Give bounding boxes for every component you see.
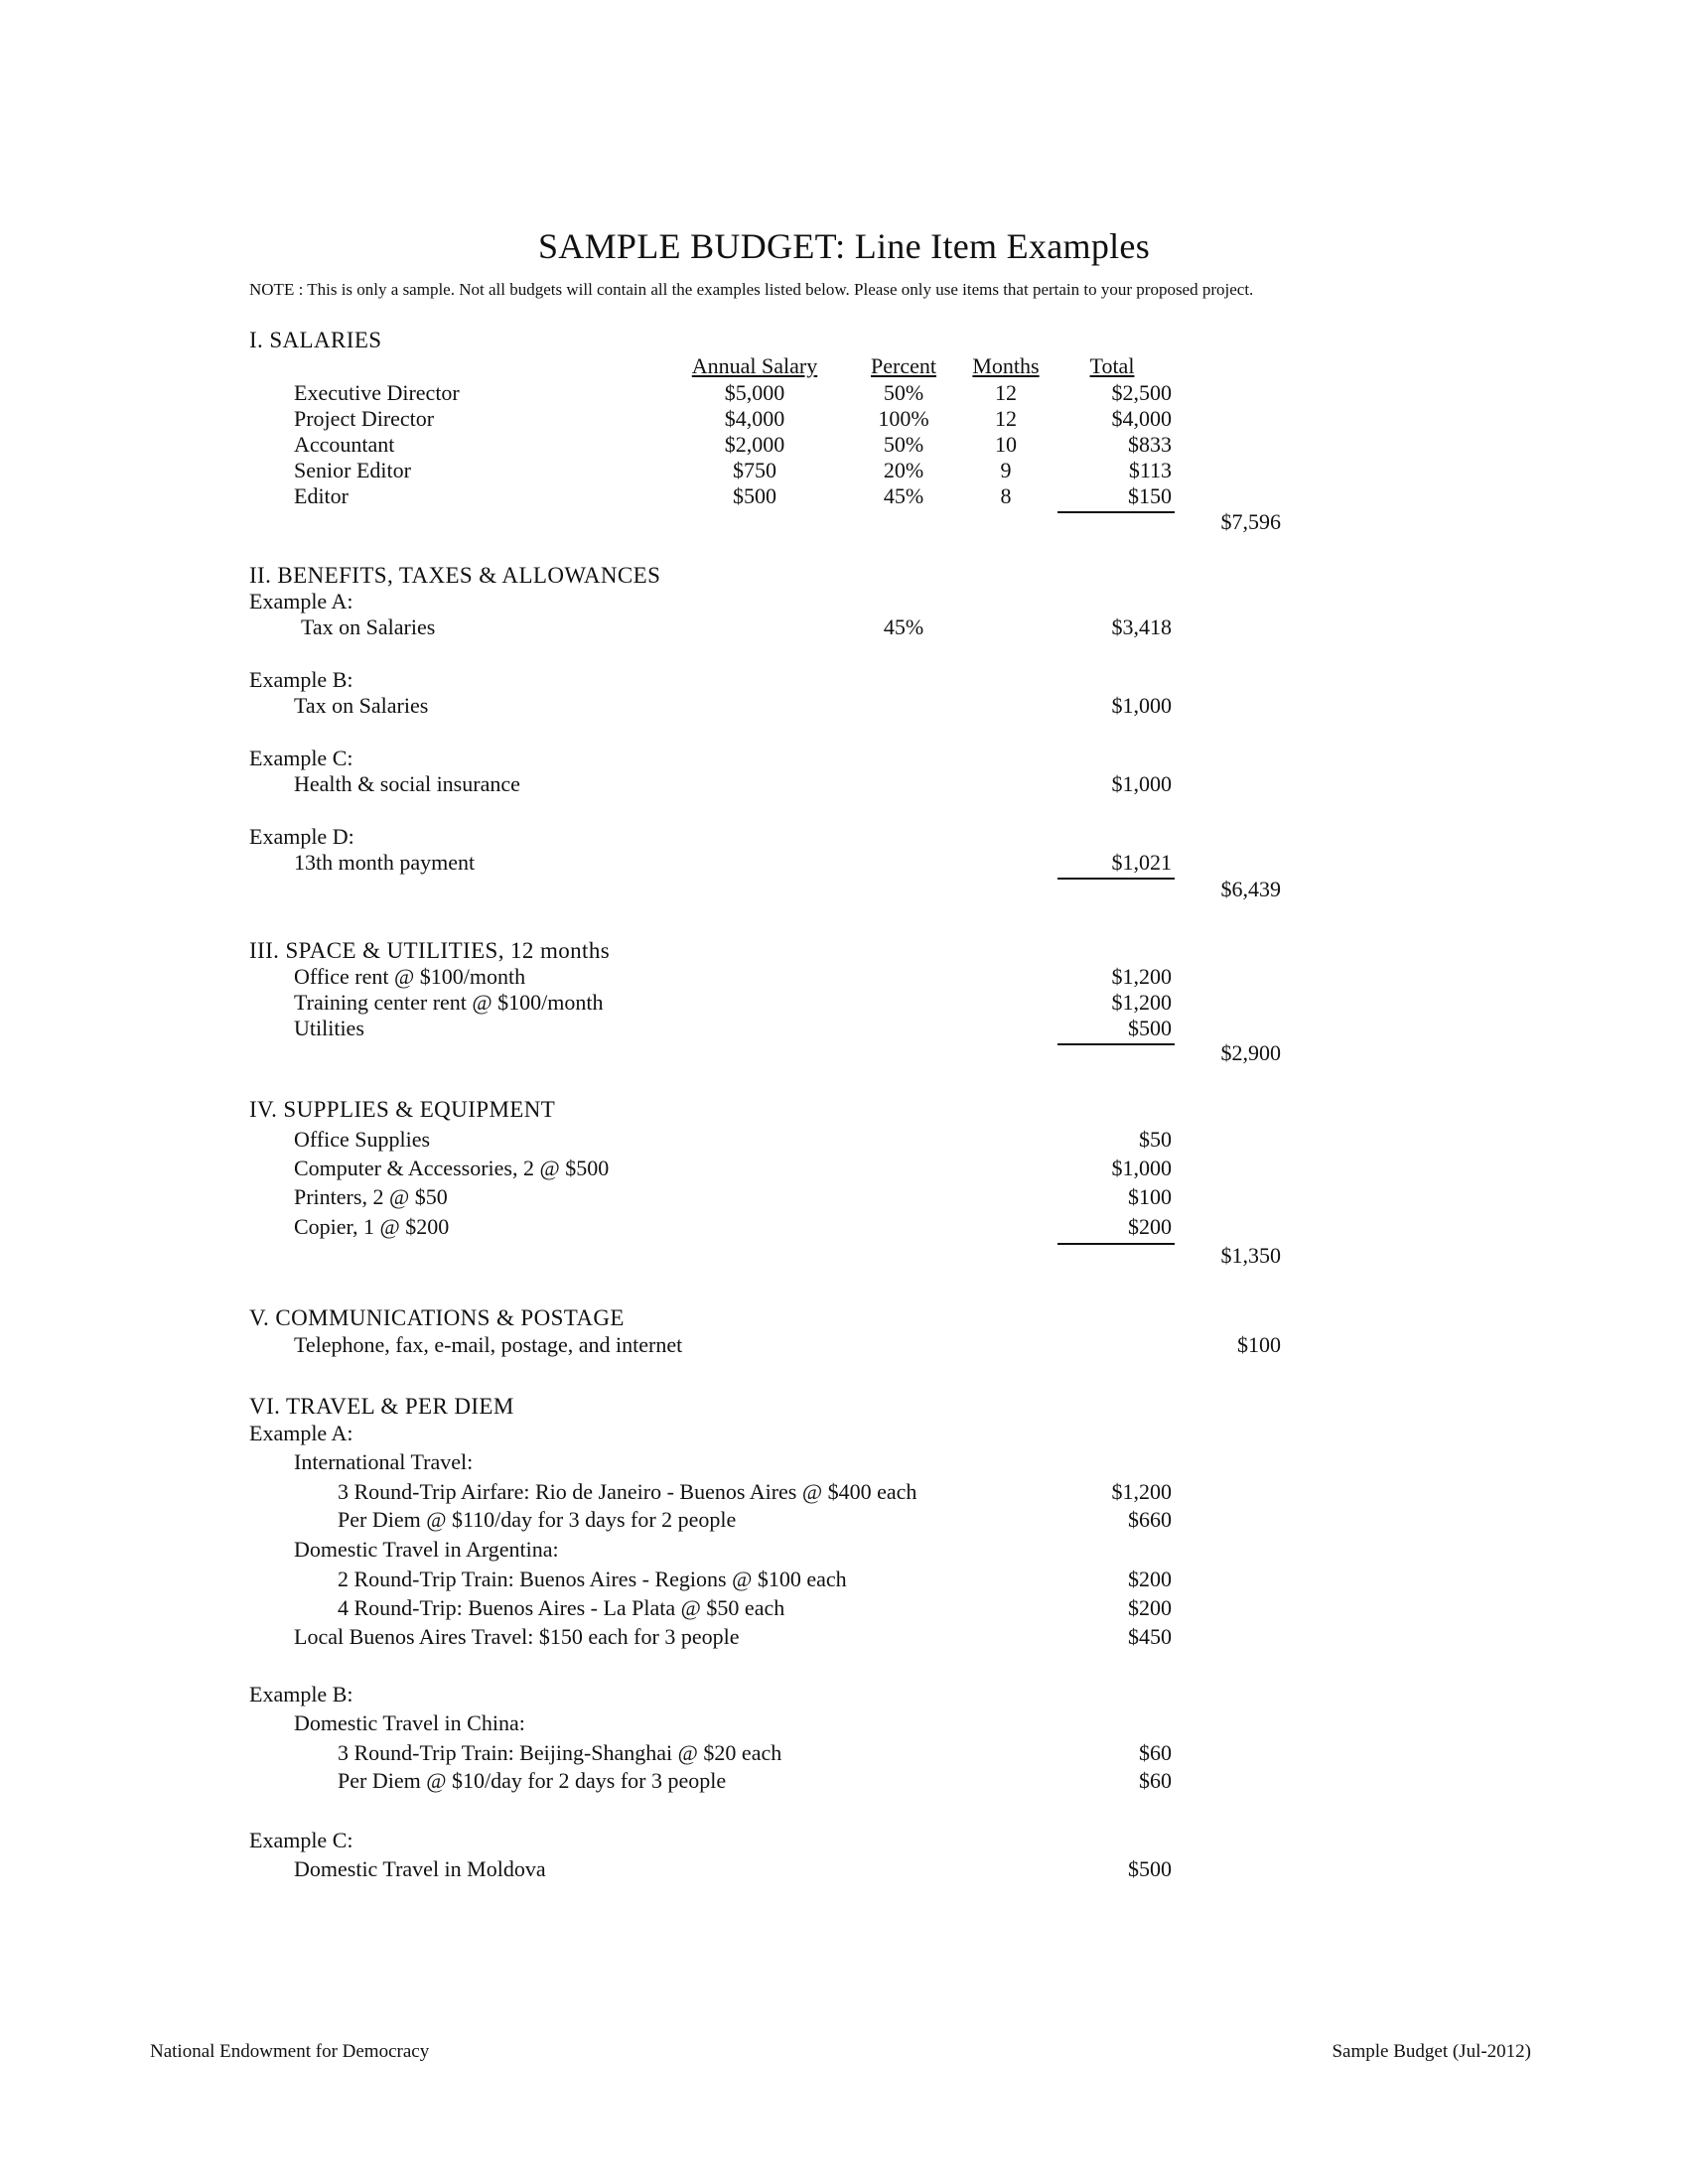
line-item-name: 3 Round-Trip Train: Beijing-Shanghai @ $20 each	[338, 1740, 782, 1765]
section-subtotal: $1,350	[1220, 1243, 1281, 1268]
line-item-amount: $1,021	[1111, 850, 1172, 875]
sub-heading: International Travel:	[294, 1449, 474, 1474]
line-item-amount: $60	[1139, 1768, 1172, 1793]
salary-row-total: $833	[1128, 432, 1172, 457]
salary-row-total: $150	[1128, 483, 1172, 508]
salary-row-name: Editor	[294, 483, 349, 508]
total-rule	[1057, 878, 1175, 880]
line-item-amount: $200	[1128, 1214, 1172, 1239]
salary-row-percent: 20%	[883, 458, 924, 482]
salary-row-months: 10	[995, 432, 1017, 457]
example-label: Example B:	[249, 667, 353, 692]
page-title: SAMPLE BUDGET: Line Item Examples	[537, 226, 1151, 266]
sub-heading: Domestic Travel in Argentina:	[294, 1537, 559, 1562]
section-heading-benefits: II. BENEFITS, TAXES & ALLOWANCES	[249, 563, 661, 588]
salary-row-percent: 100%	[878, 406, 929, 431]
salary-row-annual: $4,000	[724, 406, 785, 431]
salary-row-months: 8	[1000, 483, 1012, 508]
section-heading-supplies: IV. SUPPLIES & EQUIPMENT	[249, 1097, 556, 1122]
line-item-percent: 45%	[883, 614, 924, 639]
example-label: Example B:	[249, 1682, 353, 1706]
column-header-percent: Percent	[871, 353, 936, 378]
note-text: NOTE : This is only a sample. Not all budgets will contain all the examples listed below. Please only use items that pertain to your proposed project.	[249, 280, 1254, 299]
line-item-name: 2 Round-Trip Train: Buenos Aires - Regions @ $100 each	[338, 1567, 847, 1591]
line-item-amount: $1,200	[1111, 964, 1172, 989]
line-item-amount: $1,200	[1111, 1479, 1172, 1504]
line-item-amount: $500	[1128, 1856, 1172, 1881]
line-item-name: Training center rent @ $100/month	[294, 990, 604, 1015]
line-item-amount: $50	[1139, 1127, 1172, 1152]
line-item-amount: $100	[1128, 1184, 1172, 1209]
example-label: Example C:	[249, 1828, 353, 1852]
column-header-total: Total	[1089, 353, 1135, 378]
salary-row-months: 9	[1000, 458, 1012, 482]
column-header-months: Months	[972, 353, 1040, 378]
section-subtotal: $100	[1237, 1332, 1281, 1357]
section-heading-space: III. SPACE & UTILITIES, 12 months	[249, 938, 611, 963]
line-item-amount: $1,000	[1111, 1156, 1172, 1180]
line-item-amount: $3,418	[1111, 614, 1172, 639]
line-item-name: Tax on Salaries	[294, 693, 429, 718]
line-item-amount: $500	[1128, 1016, 1172, 1040]
line-item-amount: $450	[1128, 1624, 1172, 1649]
salary-row-annual: $500	[733, 483, 776, 508]
total-rule	[1057, 511, 1175, 513]
example-label: Example C:	[249, 746, 353, 770]
line-item-name: Local Buenos Aires Travel: $150 each for 3 people	[294, 1624, 740, 1649]
line-item-name: Utilities	[294, 1016, 364, 1040]
total-rule	[1057, 1043, 1175, 1045]
salary-row-total: $113	[1128, 458, 1172, 482]
line-item-amount: $200	[1128, 1595, 1172, 1620]
line-item-amount: $60	[1139, 1740, 1172, 1765]
column-header-annual-salary: Annual Salary	[691, 353, 818, 378]
line-item-amount: $660	[1128, 1507, 1172, 1532]
salary-row-percent: 45%	[883, 483, 924, 508]
line-item-amount: $1,200	[1111, 990, 1172, 1015]
salary-row-name: Project Director	[294, 406, 435, 431]
line-item-amount: $200	[1128, 1567, 1172, 1591]
total-rule	[1057, 1243, 1175, 1245]
salary-row-name: Senior Editor	[294, 458, 411, 482]
line-item-amount: $1,000	[1111, 693, 1172, 718]
line-item-name: Tax on Salaries	[301, 614, 436, 639]
line-item-name: Printers, 2 @ $50	[294, 1184, 448, 1209]
line-item-name: Telephone, fax, e-mail, postage, and internet	[294, 1332, 683, 1357]
line-item-name: Health & social insurance	[294, 771, 520, 796]
example-label: Example A:	[249, 1421, 353, 1445]
line-item-name: Domestic Travel in Moldova	[294, 1856, 546, 1881]
salary-row-percent: 50%	[883, 380, 924, 405]
line-item-name: Office Supplies	[294, 1127, 431, 1152]
section-subtotal: $2,900	[1220, 1040, 1281, 1065]
example-label: Example D:	[249, 824, 354, 849]
sub-heading: Domestic Travel in China:	[294, 1710, 525, 1735]
footer-organization: National Endowment for Democracy	[150, 2041, 430, 2062]
line-item-name: 3 Round-Trip Airfare: Rio de Janeiro - Buenos Aires @ $400 each	[338, 1479, 917, 1504]
section-subtotal: $7,596	[1220, 509, 1281, 534]
line-item-amount: $1,000	[1111, 771, 1172, 796]
salary-row-total: $4,000	[1111, 406, 1172, 431]
line-item-name: Per Diem @ $10/day for 2 days for 3 people	[338, 1768, 727, 1793]
section-heading-salaries: I. SALARIES	[249, 328, 382, 352]
salary-row-months: 12	[995, 380, 1017, 405]
line-item-name: Computer & Accessories, 2 @ $500	[294, 1156, 610, 1180]
salary-row-total: $2,500	[1111, 380, 1172, 405]
line-item-name: Per Diem @ $110/day for 3 days for 2 people	[338, 1507, 737, 1532]
footer-version: Sample Budget (Jul-2012)	[1332, 2041, 1531, 2062]
line-item-name: Office rent @ $100/month	[294, 964, 526, 989]
section-heading-communications: V. COMMUNICATIONS & POSTAGE	[249, 1305, 625, 1330]
salary-row-name: Accountant	[294, 432, 395, 457]
section-heading-travel: VI. TRAVEL & PER DIEM	[249, 1394, 514, 1419]
salary-row-annual: $5,000	[724, 380, 785, 405]
example-label: Example A:	[249, 589, 353, 614]
salary-row-name: Executive Director	[294, 380, 460, 405]
salary-row-months: 12	[995, 406, 1017, 431]
salary-row-percent: 50%	[883, 432, 924, 457]
salary-row-annual: $750	[733, 458, 776, 482]
line-item-name: 13th month payment	[294, 850, 476, 875]
section-subtotal: $6,439	[1220, 877, 1281, 901]
salary-row-annual: $2,000	[724, 432, 785, 457]
line-item-name: 4 Round-Trip: Buenos Aires - La Plata @ $50 each	[338, 1595, 785, 1620]
line-item-name: Copier, 1 @ $200	[294, 1214, 450, 1239]
